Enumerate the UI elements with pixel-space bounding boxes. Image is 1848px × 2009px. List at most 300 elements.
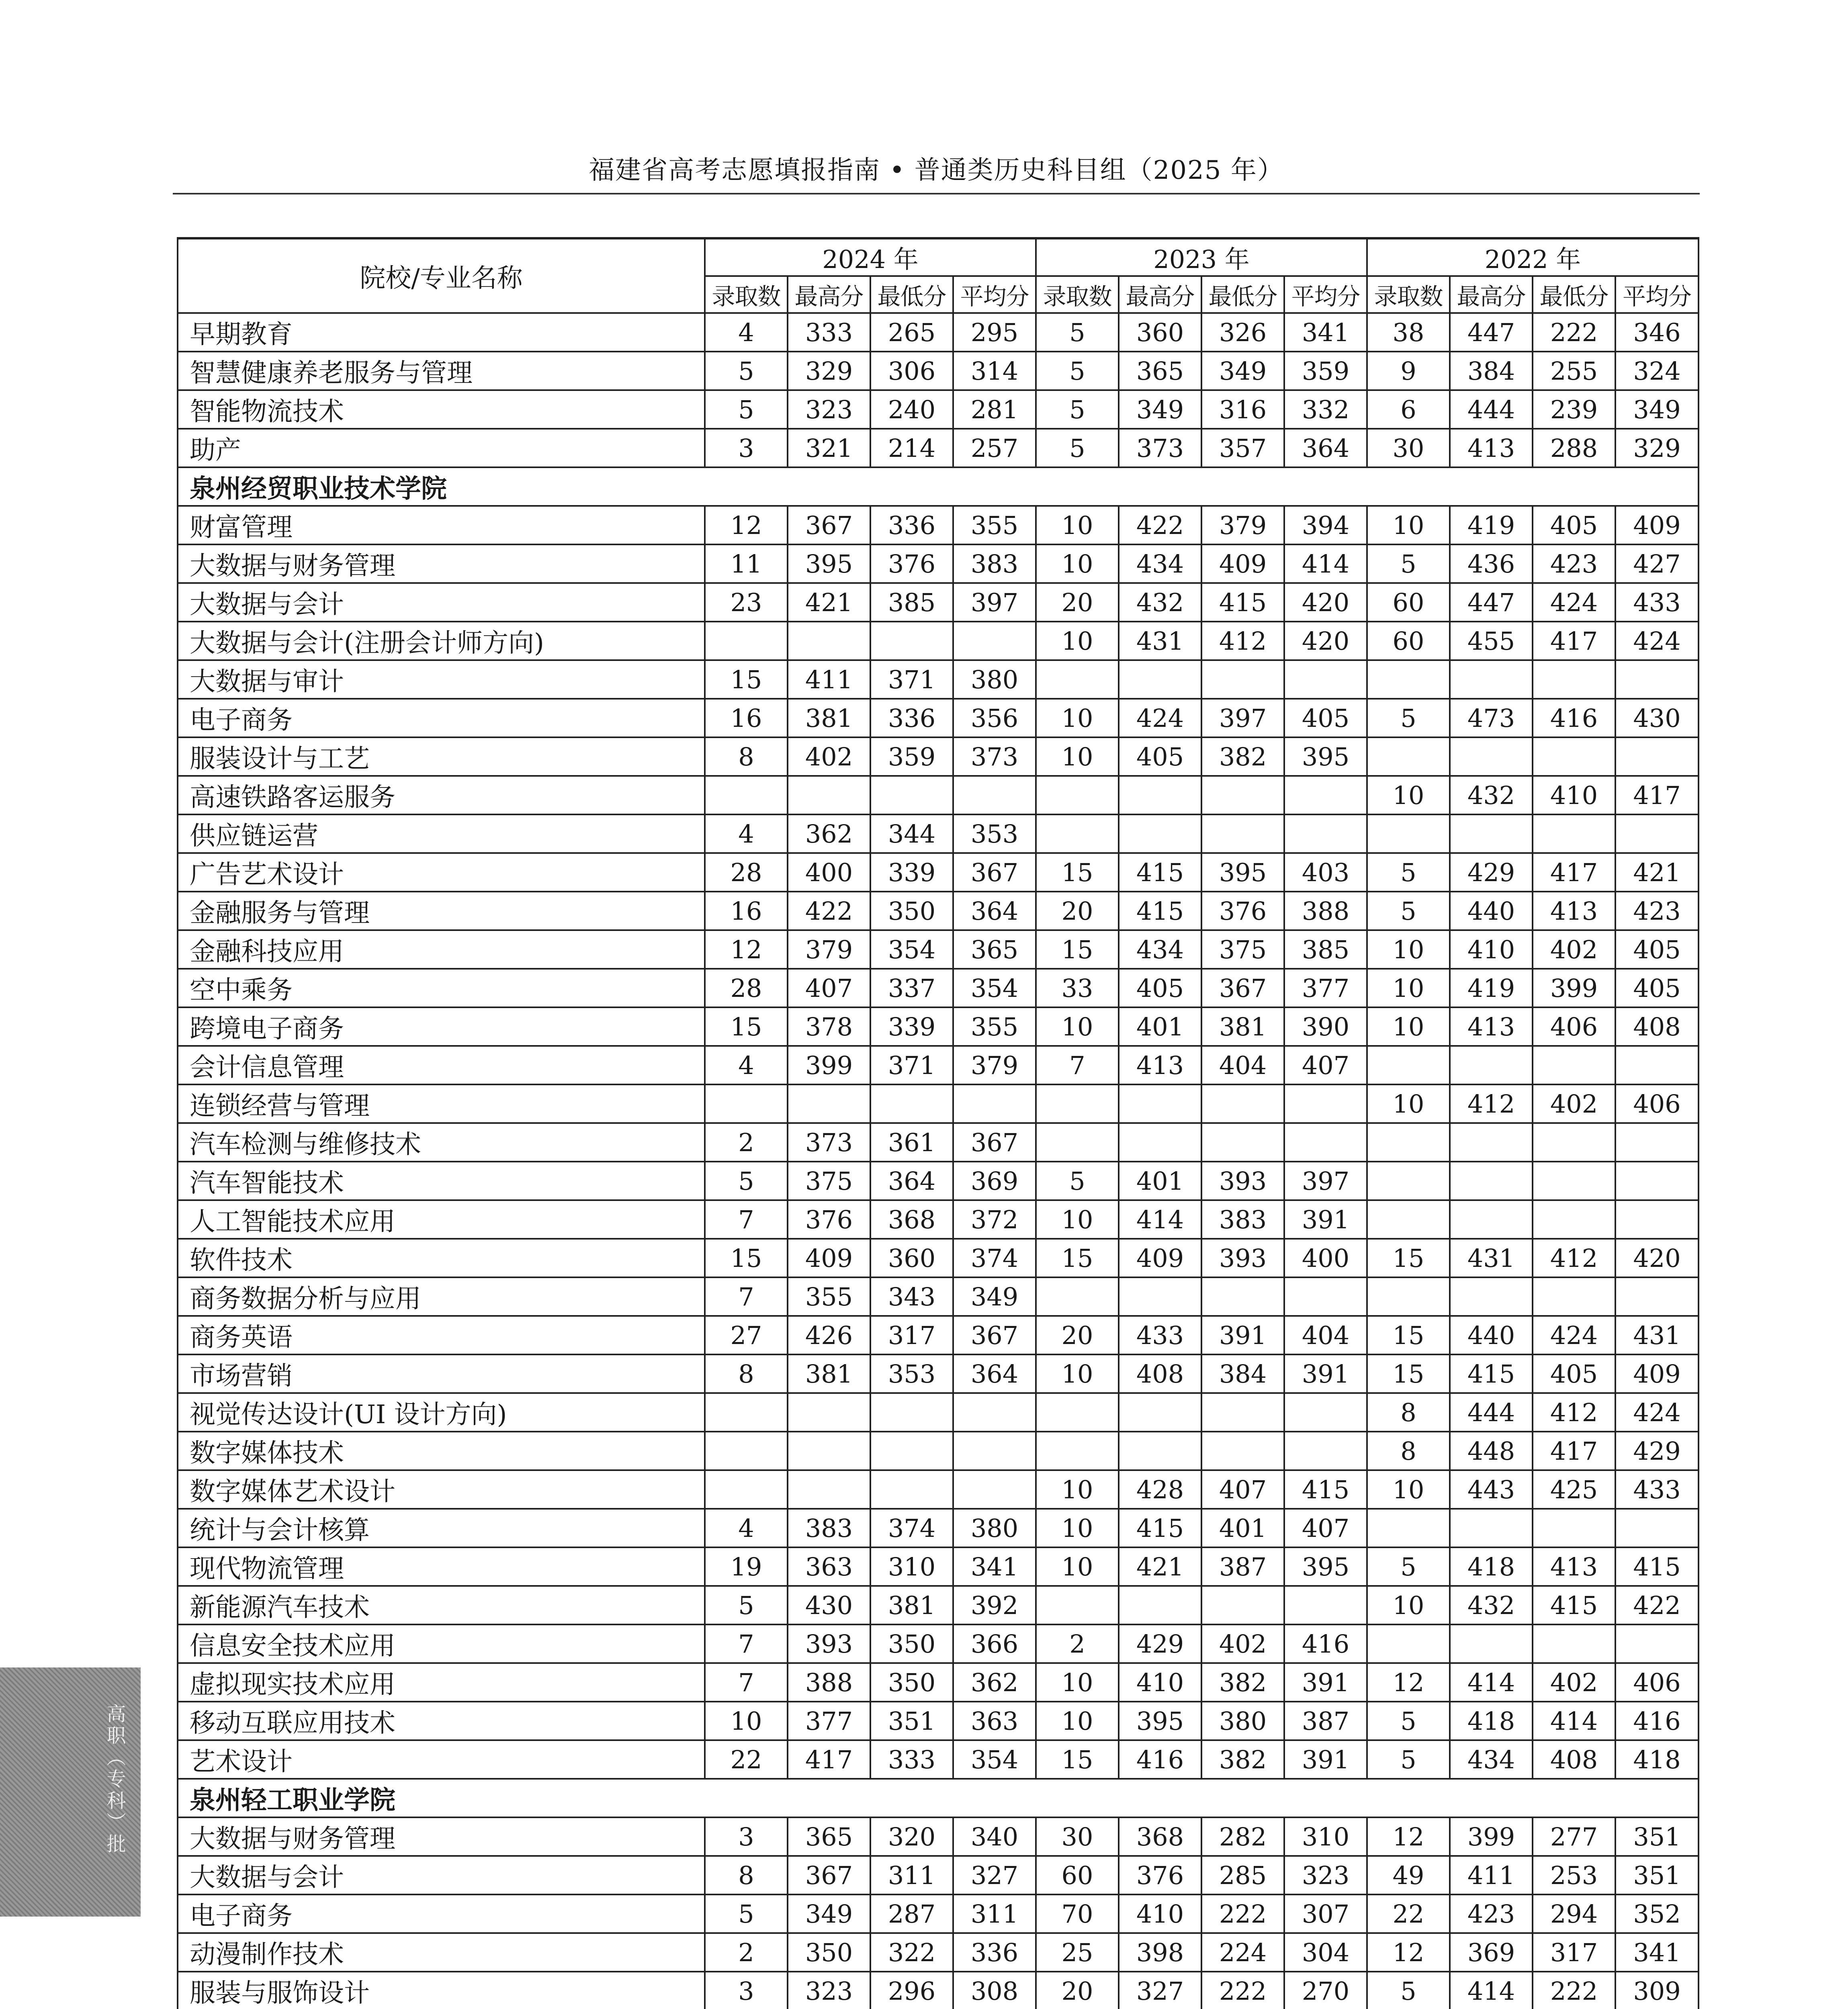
score-cell: 432 xyxy=(1450,1586,1533,1624)
school-row xyxy=(178,1779,1699,1817)
score-cell: 403 xyxy=(1284,853,1367,892)
score-cell: 436 xyxy=(1450,544,1533,583)
score-cell xyxy=(1201,1432,1284,1470)
score-cell: 444 xyxy=(1450,1393,1533,1432)
school-major-name-header: 院校/专业名称 xyxy=(178,238,705,313)
score-cell: 285 xyxy=(1201,1856,1284,1894)
score-cell: 296 xyxy=(870,1972,953,2009)
score-cell xyxy=(1119,1123,1201,1162)
score-cell: 323 xyxy=(788,390,870,429)
score-cell: 311 xyxy=(953,1894,1036,1933)
score-cell: 8 xyxy=(705,1354,788,1393)
score-cell: 60 xyxy=(1036,1856,1119,1894)
score-cell xyxy=(953,1470,1036,1509)
score-cell: 60 xyxy=(1367,583,1450,622)
score-cell xyxy=(1615,1123,1699,1162)
score-cell: 417 xyxy=(1615,776,1699,814)
score-cell: 421 xyxy=(1119,1547,1201,1586)
year-header-2024: 2024 年 xyxy=(705,238,1036,276)
score-cell: 3 xyxy=(705,1972,788,2009)
score-cell: 343 xyxy=(870,1277,953,1316)
score-cell xyxy=(1615,1046,1699,1084)
score-cell: 368 xyxy=(1119,1817,1201,1856)
score-cell: 385 xyxy=(870,583,953,622)
score-cell xyxy=(1036,660,1119,699)
score-cell xyxy=(1119,1586,1201,1624)
score-cell: 12 xyxy=(1367,1663,1450,1702)
score-cell: 393 xyxy=(1201,1162,1284,1200)
score-cell xyxy=(1201,1084,1284,1123)
score-cell: 408 xyxy=(1615,1007,1699,1046)
score-cell xyxy=(1036,1432,1119,1470)
score-cell: 372 xyxy=(953,1200,1036,1239)
score-cell: 409 xyxy=(1615,506,1699,544)
major-name: 视觉传达设计(UI 设计方向) xyxy=(178,1393,705,1432)
score-cell: 395 xyxy=(1284,737,1367,776)
major-name: 新能源汽车技术 xyxy=(178,1586,705,1624)
score-cell: 15 xyxy=(1036,1740,1119,1779)
score-cell: 353 xyxy=(870,1354,953,1393)
score-cell: 417 xyxy=(1533,622,1615,660)
score-cell xyxy=(1119,660,1201,699)
table-row xyxy=(178,1586,1699,1624)
school-row xyxy=(178,467,1699,506)
score-cell: 429 xyxy=(1615,1432,1699,1470)
score-cell: 333 xyxy=(788,313,870,352)
score-cell: 415 xyxy=(1119,892,1201,930)
major-name: 大数据与财务管理 xyxy=(178,1817,705,1856)
score-cell: 415 xyxy=(1119,1509,1201,1547)
score-cell xyxy=(1036,1277,1119,1316)
score-cell: 373 xyxy=(788,1123,870,1162)
score-cell: 239 xyxy=(1533,390,1615,429)
score-cell: 359 xyxy=(870,737,953,776)
score-cell: 414 xyxy=(1533,1702,1615,1740)
score-cell: 414 xyxy=(1284,544,1367,583)
score-cell: 306 xyxy=(870,352,953,390)
score-cell: 30 xyxy=(1036,1817,1119,1856)
score-cell: 369 xyxy=(953,1162,1036,1200)
score-cell: 5 xyxy=(1367,1547,1450,1586)
score-cell: 222 xyxy=(1201,1972,1284,2009)
score-cell xyxy=(1201,1586,1284,1624)
score-cell: 401 xyxy=(1119,1162,1201,1200)
score-cell: 349 xyxy=(1201,352,1284,390)
score-cell: 444 xyxy=(1450,390,1533,429)
score-cell: 341 xyxy=(953,1547,1036,1586)
score-cell: 15 xyxy=(705,1007,788,1046)
score-cell: 367 xyxy=(953,853,1036,892)
score-cell: 350 xyxy=(870,1624,953,1663)
score-cell: 10 xyxy=(1367,969,1450,1007)
score-cell: 336 xyxy=(870,699,953,737)
score-cell: 382 xyxy=(1201,1663,1284,1702)
score-cell xyxy=(953,622,1036,660)
score-cell: 423 xyxy=(1533,544,1615,583)
score-cell: 431 xyxy=(1615,1316,1699,1354)
score-cell: 440 xyxy=(1450,892,1533,930)
score-cell: 359 xyxy=(1284,352,1367,390)
score-cell xyxy=(1367,814,1450,853)
major-name: 商务英语 xyxy=(178,1316,705,1354)
score-cell: 361 xyxy=(870,1123,953,1162)
score-cell: 364 xyxy=(870,1162,953,1200)
score-cell: 15 xyxy=(1036,1239,1119,1277)
score-cell: 407 xyxy=(1284,1509,1367,1547)
score-cell: 391 xyxy=(1284,1200,1367,1239)
score-cell: 5 xyxy=(1036,352,1119,390)
score-cell: 405 xyxy=(1119,969,1201,1007)
score-cell xyxy=(870,1470,953,1509)
column-subheader: 录取数 xyxy=(1036,276,1119,313)
score-cell xyxy=(1615,1509,1699,1547)
score-cell: 424 xyxy=(1615,1393,1699,1432)
major-name: 电子商务 xyxy=(178,1894,705,1933)
score-cell: 344 xyxy=(870,814,953,853)
score-cell: 10 xyxy=(1367,1586,1450,1624)
major-name: 电子商务 xyxy=(178,699,705,737)
major-name: 早期教育 xyxy=(178,313,705,352)
score-cell xyxy=(953,1393,1036,1432)
score-cell: 352 xyxy=(1615,1894,1699,1933)
table-row xyxy=(178,1007,1699,1046)
score-cell: 70 xyxy=(1036,1894,1119,1933)
score-cell: 255 xyxy=(1533,352,1615,390)
score-cell: 10 xyxy=(1036,1354,1119,1393)
score-cell: 369 xyxy=(1450,1933,1533,1972)
score-cell xyxy=(1284,660,1367,699)
score-cell: 376 xyxy=(1201,892,1284,930)
score-cell: 428 xyxy=(1119,1470,1201,1509)
score-cell: 15 xyxy=(705,1239,788,1277)
score-cell: 395 xyxy=(788,544,870,583)
score-cell xyxy=(1201,776,1284,814)
score-cell: 423 xyxy=(1615,892,1699,930)
score-cell: 368 xyxy=(870,1200,953,1239)
score-cell: 415 xyxy=(1533,1586,1615,1624)
score-cell xyxy=(788,776,870,814)
score-cell: 413 xyxy=(1450,1007,1533,1046)
score-cell: 373 xyxy=(953,737,1036,776)
score-cell: 419 xyxy=(1450,506,1533,544)
score-cell xyxy=(1450,1046,1533,1084)
score-cell: 395 xyxy=(1284,1547,1367,1586)
score-cell: 224 xyxy=(1201,1933,1284,1972)
score-cell: 394 xyxy=(1284,506,1367,544)
score-cell xyxy=(1615,737,1699,776)
score-cell: 440 xyxy=(1450,1316,1533,1354)
score-cell: 395 xyxy=(1119,1702,1201,1740)
score-cell: 308 xyxy=(953,1972,1036,2009)
column-subheader: 录取数 xyxy=(705,276,788,313)
score-cell: 5 xyxy=(705,352,788,390)
score-cell: 364 xyxy=(1284,429,1367,467)
score-cell xyxy=(705,1084,788,1123)
major-name: 跨境电子商务 xyxy=(178,1007,705,1046)
score-cell: 443 xyxy=(1450,1470,1533,1509)
score-cell xyxy=(1450,737,1533,776)
score-cell: 391 xyxy=(1284,1740,1367,1779)
score-cell: 433 xyxy=(1119,1316,1201,1354)
score-cell xyxy=(1615,1277,1699,1316)
score-cell: 329 xyxy=(1615,429,1699,467)
major-name: 软件技术 xyxy=(178,1239,705,1277)
score-cell: 420 xyxy=(1284,583,1367,622)
column-subheader: 最低分 xyxy=(870,276,953,313)
score-cell: 6 xyxy=(1367,390,1450,429)
score-cell: 422 xyxy=(1615,1586,1699,1624)
score-cell xyxy=(788,622,870,660)
score-cell: 380 xyxy=(953,660,1036,699)
score-cell: 332 xyxy=(1284,390,1367,429)
score-cell xyxy=(1367,1509,1450,1547)
score-cell: 397 xyxy=(1284,1162,1367,1200)
table-row xyxy=(178,1856,1699,1894)
score-cell: 307 xyxy=(1284,1894,1367,1933)
table-row xyxy=(178,1702,1699,1740)
score-cell: 311 xyxy=(870,1856,953,1894)
score-cell: 10 xyxy=(1036,544,1119,583)
score-cell: 376 xyxy=(870,544,953,583)
score-cell: 405 xyxy=(1615,930,1699,969)
score-cell: 350 xyxy=(788,1933,870,1972)
major-name: 大数据与审计 xyxy=(178,660,705,699)
score-cell: 410 xyxy=(1119,1894,1201,1933)
score-cell: 346 xyxy=(1615,313,1699,352)
score-cell: 10 xyxy=(1367,506,1450,544)
column-subheader: 平均分 xyxy=(1284,276,1367,313)
table-row xyxy=(178,699,1699,737)
score-cell: 384 xyxy=(1450,352,1533,390)
score-cell: 424 xyxy=(1533,583,1615,622)
score-cell: 391 xyxy=(1284,1663,1367,1702)
score-cell: 383 xyxy=(1201,1200,1284,1239)
year-header-2022: 2022 年 xyxy=(1367,238,1699,276)
score-cell: 414 xyxy=(1450,1972,1533,2009)
score-cell: 4 xyxy=(705,814,788,853)
table-row xyxy=(178,1123,1699,1162)
major-name: 大数据与财务管理 xyxy=(178,544,705,583)
score-cell: 12 xyxy=(1367,1817,1450,1856)
score-cell xyxy=(1450,1624,1533,1663)
major-name: 人工智能技术应用 xyxy=(178,1200,705,1239)
table-row xyxy=(178,1470,1699,1509)
score-cell xyxy=(1367,737,1450,776)
score-cell: 381 xyxy=(788,1354,870,1393)
major-name: 动漫制作技术 xyxy=(178,1933,705,1972)
score-cell: 20 xyxy=(1036,1316,1119,1354)
school-name: 泉州经贸职业技术学院 xyxy=(178,467,1699,506)
score-cell: 364 xyxy=(953,1354,1036,1393)
major-name: 汽车智能技术 xyxy=(178,1162,705,1200)
score-cell: 412 xyxy=(1201,622,1284,660)
table-row xyxy=(178,660,1699,699)
score-cell: 314 xyxy=(953,352,1036,390)
score-cell: 10 xyxy=(1036,1509,1119,1547)
score-cell: 414 xyxy=(1450,1663,1533,1702)
score-cell: 387 xyxy=(1284,1702,1367,1740)
column-subheader: 最高分 xyxy=(788,276,870,313)
score-cell: 377 xyxy=(1284,969,1367,1007)
score-cell: 339 xyxy=(870,853,953,892)
score-cell: 430 xyxy=(1615,699,1699,737)
score-cell: 310 xyxy=(870,1547,953,1586)
score-cell: 60 xyxy=(1367,622,1450,660)
score-cell xyxy=(1036,814,1119,853)
score-cell xyxy=(1201,1123,1284,1162)
score-cell: 399 xyxy=(1533,969,1615,1007)
score-cell: 5 xyxy=(705,1162,788,1200)
score-cell: 2 xyxy=(705,1933,788,1972)
table-row xyxy=(178,1933,1699,1972)
score-cell: 324 xyxy=(1615,352,1699,390)
score-cell: 390 xyxy=(1284,1007,1367,1046)
score-cell xyxy=(1119,1277,1201,1316)
score-cell: 10 xyxy=(1367,1007,1450,1046)
score-cell: 408 xyxy=(1119,1354,1201,1393)
score-cell: 405 xyxy=(1533,1354,1615,1393)
table-row xyxy=(178,544,1699,583)
score-cell xyxy=(1036,776,1119,814)
score-cell: 304 xyxy=(1284,1933,1367,1972)
score-cell: 367 xyxy=(953,1316,1036,1354)
score-cell: 365 xyxy=(1119,352,1201,390)
score-cell: 374 xyxy=(870,1509,953,1547)
score-cell: 381 xyxy=(788,699,870,737)
score-cell: 401 xyxy=(1201,1509,1284,1547)
score-cell: 22 xyxy=(705,1740,788,1779)
score-cell: 416 xyxy=(1119,1740,1201,1779)
score-cell: 378 xyxy=(788,1007,870,1046)
score-cell xyxy=(1201,1277,1284,1316)
score-cell: 433 xyxy=(1615,1470,1699,1509)
score-cell xyxy=(1450,1200,1533,1239)
table-row xyxy=(178,1972,1699,2009)
score-cell: 7 xyxy=(705,1277,788,1316)
score-cell: 317 xyxy=(870,1316,953,1354)
score-cell: 27 xyxy=(705,1316,788,1354)
score-cell: 398 xyxy=(1119,1933,1201,1972)
score-cell xyxy=(788,1470,870,1509)
score-cell: 5 xyxy=(1367,699,1450,737)
score-cell: 5 xyxy=(1367,1972,1450,2009)
score-cell: 402 xyxy=(1533,930,1615,969)
table-row xyxy=(178,1547,1699,1586)
table-row xyxy=(178,583,1699,622)
column-subheader: 最低分 xyxy=(1201,276,1284,313)
score-cell: 355 xyxy=(788,1277,870,1316)
score-cell: 10 xyxy=(1036,1007,1119,1046)
table-row xyxy=(178,814,1699,853)
score-cell: 380 xyxy=(1201,1702,1284,1740)
score-cell: 410 xyxy=(1119,1663,1201,1702)
score-cell xyxy=(1615,1162,1699,1200)
score-cell: 295 xyxy=(953,313,1036,352)
score-cell: 422 xyxy=(788,892,870,930)
score-cell: 25 xyxy=(1036,1933,1119,1972)
score-cell: 5 xyxy=(1367,544,1450,583)
score-cell xyxy=(1119,1432,1201,1470)
major-name: 智慧健康养老服务与管理 xyxy=(178,352,705,390)
score-cell: 7 xyxy=(705,1624,788,1663)
score-cell: 5 xyxy=(1036,429,1119,467)
score-cell: 409 xyxy=(1615,1354,1699,1393)
score-cell: 430 xyxy=(788,1586,870,1624)
score-cell: 12 xyxy=(1367,1933,1450,1972)
score-cell: 4 xyxy=(705,313,788,352)
score-cell: 417 xyxy=(1533,853,1615,892)
major-name: 金融科技应用 xyxy=(178,930,705,969)
year-header-2023: 2023 年 xyxy=(1036,238,1367,276)
score-cell xyxy=(870,1432,953,1470)
score-cell: 419 xyxy=(1450,969,1533,1007)
score-cell: 423 xyxy=(1450,1894,1533,1933)
score-cell: 421 xyxy=(788,583,870,622)
score-cell: 404 xyxy=(1284,1316,1367,1354)
score-cell xyxy=(953,1084,1036,1123)
score-cell: 424 xyxy=(1615,622,1699,660)
score-cell: 28 xyxy=(705,853,788,892)
score-cell: 416 xyxy=(1533,699,1615,737)
score-cell: 418 xyxy=(1450,1702,1533,1740)
score-cell: 412 xyxy=(1533,1239,1615,1277)
score-cell: 407 xyxy=(788,969,870,1007)
score-cell: 240 xyxy=(870,390,953,429)
score-cell: 363 xyxy=(788,1547,870,1586)
major-name: 连锁经营与管理 xyxy=(178,1084,705,1123)
score-cell: 11 xyxy=(705,544,788,583)
score-cell xyxy=(1119,1084,1201,1123)
score-cell: 15 xyxy=(1367,1316,1450,1354)
score-cell: 371 xyxy=(870,1046,953,1084)
score-cell: 329 xyxy=(788,352,870,390)
score-cell: 405 xyxy=(1119,737,1201,776)
score-cell: 354 xyxy=(953,1740,1036,1779)
score-cell: 354 xyxy=(870,930,953,969)
major-name: 供应链运营 xyxy=(178,814,705,853)
score-cell xyxy=(1284,1586,1367,1624)
table-row xyxy=(178,1354,1699,1393)
score-cell: 288 xyxy=(1533,429,1615,467)
score-cell: 15 xyxy=(1036,853,1119,892)
score-cell: 415 xyxy=(1284,1470,1367,1509)
score-cell: 5 xyxy=(1036,1162,1119,1200)
score-cell: 356 xyxy=(953,699,1036,737)
score-cell: 317 xyxy=(1533,1933,1615,1972)
score-cell: 287 xyxy=(870,1894,953,1933)
header-rule xyxy=(173,193,1700,194)
score-cell: 367 xyxy=(953,1123,1036,1162)
score-cell: 339 xyxy=(870,1007,953,1046)
score-cell xyxy=(1367,1123,1450,1162)
score-cell xyxy=(705,1432,788,1470)
score-cell: 5 xyxy=(1367,892,1450,930)
score-cell: 270 xyxy=(1284,1972,1367,2009)
score-cell xyxy=(1450,1123,1533,1162)
score-cell xyxy=(705,1470,788,1509)
score-cell: 349 xyxy=(953,1277,1036,1316)
major-name: 金融服务与管理 xyxy=(178,892,705,930)
score-cell: 429 xyxy=(1450,853,1533,892)
score-cell: 393 xyxy=(788,1624,870,1663)
score-cell xyxy=(1201,814,1284,853)
score-cell: 408 xyxy=(1533,1740,1615,1779)
score-cell: 353 xyxy=(953,814,1036,853)
major-name: 市场营销 xyxy=(178,1354,705,1393)
table-row xyxy=(178,390,1699,429)
score-cell: 10 xyxy=(1367,930,1450,969)
score-cell: 22 xyxy=(1367,1894,1450,1933)
